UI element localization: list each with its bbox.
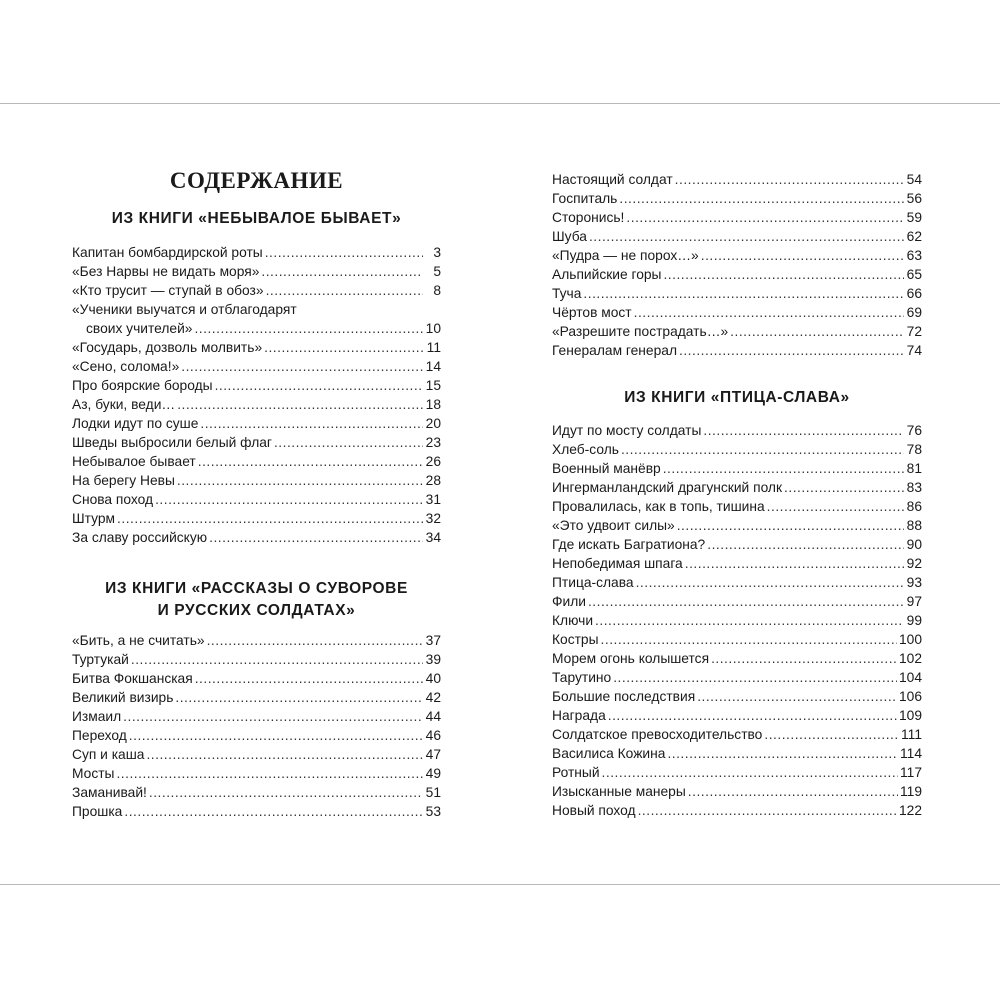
entry-title: Шведы выбросили белый флаг bbox=[72, 435, 272, 450]
entry-page: 104 bbox=[898, 670, 922, 685]
entry-page: 31 bbox=[425, 492, 441, 507]
dot-leader bbox=[663, 459, 904, 478]
dot-leader bbox=[707, 535, 904, 554]
entry-page: 86 bbox=[906, 499, 922, 514]
toc-entry[interactable] bbox=[552, 421, 922, 440]
entry-page: 90 bbox=[906, 537, 922, 552]
dot-leader bbox=[701, 246, 904, 265]
entry-page: 26 bbox=[425, 454, 441, 469]
section-heading-line: ИЗ КНИГИ «РАССКАЗЫ О СУВОРОВЕ bbox=[105, 580, 408, 597]
entry-title: Хлеб-соль bbox=[552, 442, 619, 457]
toc-entry[interactable] bbox=[552, 668, 922, 687]
dot-leader bbox=[767, 497, 904, 516]
entry-page: 15 bbox=[425, 378, 441, 393]
entry-title: «Сено, солома!» bbox=[72, 359, 180, 374]
entry-page: 49 bbox=[425, 766, 441, 781]
entry-page: 65 bbox=[906, 267, 922, 282]
entry-title: Большие последствия bbox=[552, 689, 696, 704]
entry-title: Новый поход bbox=[552, 803, 636, 818]
entry-title: Лодки идут по суше bbox=[72, 416, 199, 431]
entry-title: «Это удвоит силы» bbox=[552, 518, 675, 533]
entry-page: 40 bbox=[425, 671, 441, 686]
toc-entry[interactable] bbox=[552, 189, 922, 208]
toc-entry[interactable] bbox=[552, 478, 922, 497]
toc-entry[interactable] bbox=[72, 281, 441, 300]
page-title: СОДЕРЖАНИЕ bbox=[169, 168, 344, 193]
right-column bbox=[552, 0, 922, 1000]
toc-list-section-3 bbox=[552, 421, 922, 820]
entry-page: 76 bbox=[906, 423, 922, 438]
entry-title: Госпиталь bbox=[552, 191, 618, 206]
toc-entry[interactable] bbox=[72, 707, 441, 726]
entry-title: Где искать Багратиона? bbox=[552, 537, 706, 552]
entry-title: Суп и каша bbox=[72, 747, 145, 762]
entry-page: 78 bbox=[906, 442, 922, 457]
toc-entry[interactable] bbox=[72, 357, 441, 376]
entry-page: 99 bbox=[906, 613, 922, 628]
entry-title: Генералам генерал bbox=[552, 343, 677, 358]
entry-page: 11 bbox=[426, 340, 441, 355]
entry-page: 47 bbox=[425, 747, 441, 762]
dot-leader bbox=[261, 262, 423, 281]
toc-entry[interactable] bbox=[552, 322, 922, 341]
entry-page: 100 bbox=[898, 632, 922, 647]
dot-leader bbox=[200, 414, 423, 433]
entry-title: Награда bbox=[552, 708, 606, 723]
toc-entry[interactable] bbox=[552, 706, 922, 725]
dot-leader bbox=[194, 319, 423, 338]
toc-entry[interactable] bbox=[72, 414, 441, 433]
entry-title: Туча bbox=[552, 286, 582, 301]
dot-leader bbox=[265, 243, 423, 262]
toc-entry[interactable] bbox=[72, 726, 441, 745]
entry-title: Ротный bbox=[552, 765, 600, 780]
dot-leader bbox=[636, 573, 904, 592]
entry-page: 122 bbox=[898, 803, 922, 818]
entry-page: 23 bbox=[425, 435, 441, 450]
dot-leader bbox=[215, 376, 423, 395]
dot-leader bbox=[685, 554, 904, 573]
dot-leader bbox=[595, 611, 904, 630]
entry-title: Морем огонь колышется bbox=[552, 651, 710, 666]
dot-leader bbox=[264, 338, 423, 357]
dot-leader bbox=[116, 764, 423, 783]
entry-page: 5 bbox=[433, 264, 441, 279]
entry-page: 109 bbox=[898, 708, 922, 723]
dot-leader bbox=[613, 668, 897, 687]
dot-leader bbox=[601, 630, 897, 649]
dot-leader bbox=[274, 433, 423, 452]
toc-entry[interactable] bbox=[72, 338, 441, 357]
entry-page: 14 bbox=[425, 359, 441, 374]
toc-entry[interactable] bbox=[552, 265, 922, 284]
entry-title: Штурм bbox=[72, 511, 116, 526]
dot-leader bbox=[266, 281, 423, 300]
entry-title: Заманивай! bbox=[72, 785, 147, 800]
dot-leader bbox=[209, 528, 423, 547]
toc-entry[interactable] bbox=[72, 490, 441, 509]
toc-entry[interactable] bbox=[552, 440, 922, 459]
toc-entry[interactable] bbox=[552, 592, 922, 611]
entry-page: 93 bbox=[906, 575, 922, 590]
dot-leader bbox=[619, 189, 904, 208]
left-column bbox=[72, 0, 441, 1000]
entry-page: 106 bbox=[898, 689, 922, 704]
dot-leader bbox=[123, 707, 423, 726]
entry-title: Измаил bbox=[72, 709, 122, 724]
entry-title: Капитан бомбардирской роты bbox=[72, 245, 263, 260]
dot-leader bbox=[621, 440, 904, 459]
entry-page: 28 bbox=[425, 473, 441, 488]
entry-page: 83 bbox=[906, 480, 922, 495]
toc-entry[interactable] bbox=[552, 649, 922, 668]
dot-leader bbox=[177, 471, 423, 490]
dot-leader bbox=[638, 801, 897, 820]
dot-leader bbox=[663, 265, 904, 284]
entry-page: 117 bbox=[900, 765, 922, 780]
section-heading-3 bbox=[552, 387, 922, 409]
dot-leader bbox=[149, 783, 423, 802]
toc-entry[interactable] bbox=[552, 170, 922, 189]
toc-entry[interactable] bbox=[552, 497, 922, 516]
entry-title: Солдатское превосходительство bbox=[552, 727, 763, 742]
entry-title: Шуба bbox=[552, 229, 587, 244]
dot-leader bbox=[589, 227, 904, 246]
entry-page: 39 bbox=[425, 652, 441, 667]
section-heading-line: И РУССКИХ СОЛДАТАХ» bbox=[157, 602, 356, 619]
entry-title: Идут по мосту солдаты bbox=[552, 423, 702, 438]
toc-entry[interactable] bbox=[72, 669, 441, 688]
toc-entry[interactable] bbox=[552, 303, 922, 322]
toc-entry[interactable] bbox=[72, 528, 441, 547]
dot-leader bbox=[697, 687, 897, 706]
entry-title: Про боярские бороды bbox=[72, 378, 213, 393]
toc-list-section-2-part-a bbox=[72, 631, 441, 821]
dot-leader bbox=[764, 725, 899, 744]
entry-page: 59 bbox=[906, 210, 922, 225]
toc-entry[interactable] bbox=[552, 227, 922, 246]
entry-title: своих учителей» bbox=[86, 321, 193, 336]
toc-entry[interactable] bbox=[72, 650, 441, 669]
entry-page: 8 bbox=[433, 283, 441, 298]
entry-page: 119 bbox=[900, 784, 922, 799]
entry-title: Птица-слава bbox=[552, 575, 634, 590]
toc-entry[interactable] bbox=[552, 782, 922, 801]
toc-entry[interactable] bbox=[552, 459, 922, 478]
toc-entry[interactable] bbox=[72, 433, 441, 452]
entry-page: 18 bbox=[425, 397, 441, 412]
dot-leader bbox=[626, 208, 904, 227]
entry-title: «Бить, а не считать» bbox=[72, 633, 205, 648]
dot-leader bbox=[667, 744, 898, 763]
entry-page: 97 bbox=[906, 594, 922, 609]
toc-entry[interactable] bbox=[552, 744, 922, 763]
dot-leader bbox=[175, 688, 423, 707]
toc-entry[interactable] bbox=[72, 395, 441, 414]
dot-leader bbox=[124, 802, 423, 821]
entry-title: Чёртов мост bbox=[552, 305, 632, 320]
toc-entry[interactable] bbox=[72, 262, 441, 281]
toc-entry[interactable] bbox=[552, 246, 922, 265]
toc-entry[interactable] bbox=[552, 611, 922, 630]
entry-page: 53 bbox=[425, 804, 441, 819]
entry-title: Сторонись! bbox=[552, 210, 625, 225]
dot-leader bbox=[146, 745, 423, 764]
toc-entry[interactable] bbox=[552, 630, 922, 649]
dot-leader bbox=[634, 303, 904, 322]
dot-leader bbox=[602, 763, 898, 782]
toc-entry[interactable] bbox=[552, 725, 922, 744]
entry-title: Провалилась, как в топь, тишина bbox=[552, 499, 765, 514]
toc-entry[interactable] bbox=[72, 764, 441, 783]
toc-entry[interactable] bbox=[72, 631, 441, 650]
entry-page: 63 bbox=[906, 248, 922, 263]
entry-title: Битва Фокшанская bbox=[72, 671, 193, 686]
entry-page: 88 bbox=[906, 518, 922, 533]
entry-page: 46 bbox=[425, 728, 441, 743]
toc-entry[interactable] bbox=[552, 284, 922, 303]
entry-title: Ингерманландский драгунский полк bbox=[552, 480, 783, 495]
entry-title: «Кто трусит — ступай в обоз» bbox=[72, 283, 264, 298]
entry-page: 72 bbox=[906, 324, 922, 339]
entry-title: Великий визирь bbox=[72, 690, 174, 705]
dot-leader bbox=[703, 421, 904, 440]
entry-title: Небывалое бывает bbox=[72, 454, 196, 469]
toc-entry[interactable] bbox=[72, 471, 441, 490]
entry-title: Изысканные манеры bbox=[552, 784, 686, 799]
entry-title: Снова поход bbox=[72, 492, 154, 507]
toc-entry[interactable] bbox=[72, 452, 441, 471]
toc-entry[interactable] bbox=[552, 535, 922, 554]
toc-entry[interactable] bbox=[72, 376, 441, 395]
entry-title: Фили bbox=[552, 594, 586, 609]
entry-page: 81 bbox=[906, 461, 922, 476]
toc-entry[interactable] bbox=[552, 341, 922, 360]
entry-page: 44 bbox=[425, 709, 441, 724]
entry-page: 66 bbox=[906, 286, 922, 301]
dot-leader bbox=[588, 592, 904, 611]
toc-entry[interactable] bbox=[72, 243, 441, 262]
toc-list-section-2-part-b bbox=[552, 170, 922, 360]
entry-title: Туртукай bbox=[72, 652, 129, 667]
toc-entry[interactable] bbox=[72, 802, 441, 821]
entry-title: Ключи bbox=[552, 613, 594, 628]
toc-entry[interactable] bbox=[552, 801, 922, 820]
toc-entry[interactable] bbox=[72, 688, 441, 707]
entry-page: 69 bbox=[906, 305, 922, 320]
dot-leader bbox=[730, 322, 904, 341]
dot-leader bbox=[711, 649, 897, 668]
section-heading-2 bbox=[72, 578, 441, 622]
toc-entry[interactable] bbox=[552, 208, 922, 227]
dot-leader bbox=[679, 341, 904, 360]
toc-entry[interactable] bbox=[552, 573, 922, 592]
entry-page: 34 bbox=[425, 530, 441, 545]
entry-page: 20 bbox=[425, 416, 441, 431]
entry-title-line1: «Ученики выучатся и отблагодарят bbox=[72, 302, 297, 317]
entry-title: Мосты bbox=[72, 766, 115, 781]
toc-entry[interactable] bbox=[72, 745, 441, 764]
entry-title: Военный манёвр bbox=[552, 461, 661, 476]
toc-entry[interactable] bbox=[552, 516, 922, 535]
dot-leader bbox=[155, 490, 423, 509]
entry-page: 54 bbox=[906, 172, 922, 187]
entry-page: 114 bbox=[900, 746, 922, 761]
entry-title: Альпийские горы bbox=[552, 267, 662, 282]
entry-title: Костры bbox=[552, 632, 599, 647]
section-heading-line: ИЗ КНИГИ «НЕБЫВАЛОЕ БЫВАЕТ» bbox=[111, 210, 402, 227]
entry-page: 51 bbox=[425, 785, 441, 800]
dot-leader bbox=[181, 357, 423, 376]
entry-page: 3 bbox=[433, 245, 441, 260]
entry-page: 42 bbox=[425, 690, 441, 705]
entry-page: 62 bbox=[906, 229, 922, 244]
dot-leader bbox=[675, 170, 904, 189]
dot-leader bbox=[677, 516, 904, 535]
entry-title: Переход bbox=[72, 728, 127, 743]
entry-title: «Без Нарвы не видать моря» bbox=[72, 264, 260, 279]
section-heading-1 bbox=[72, 208, 441, 230]
entry-title: На берегу Невы bbox=[72, 473, 175, 488]
entry-title: Непобедимая шпага bbox=[552, 556, 683, 571]
toc-entry[interactable] bbox=[72, 509, 441, 528]
dot-leader bbox=[198, 452, 423, 471]
dot-leader bbox=[608, 706, 897, 725]
entry-page: 102 bbox=[898, 651, 922, 666]
entry-title: Прошка bbox=[72, 804, 123, 819]
entry-title: «Пудра — не порох…» bbox=[552, 248, 699, 263]
toc-entry[interactable] bbox=[552, 763, 922, 782]
entry-title: Тарутино bbox=[552, 670, 612, 685]
toc-entry[interactable] bbox=[552, 687, 922, 706]
dot-leader bbox=[177, 395, 423, 414]
dot-leader bbox=[129, 726, 423, 745]
dot-leader bbox=[117, 509, 423, 528]
toc-list-section-1 bbox=[72, 243, 441, 547]
dot-leader bbox=[207, 631, 423, 650]
entry-title: Настоящий солдат bbox=[552, 172, 673, 187]
entry-title: Аз, буки, веди… bbox=[72, 397, 176, 412]
dot-leader bbox=[784, 478, 904, 497]
entry-page: 37 bbox=[425, 633, 441, 648]
entry-page: 74 bbox=[906, 343, 922, 358]
toc-entry[interactable] bbox=[72, 300, 441, 338]
entry-title: Василиса Кожина bbox=[552, 746, 666, 761]
dot-leader bbox=[688, 782, 898, 801]
entry-page: 92 bbox=[906, 556, 922, 571]
entry-page: 111 bbox=[901, 727, 922, 742]
dot-leader bbox=[131, 650, 423, 669]
toc-entry[interactable] bbox=[72, 783, 441, 802]
entry-title: За славу российскую bbox=[72, 530, 208, 545]
entry-page: 56 bbox=[906, 191, 922, 206]
entry-page: 10 bbox=[425, 321, 441, 336]
entry-title: «Разрешите пострадать…» bbox=[552, 324, 729, 339]
dot-leader bbox=[195, 669, 423, 688]
entry-page: 32 bbox=[425, 511, 441, 526]
entry-title: «Государь, дозволь молвить» bbox=[72, 340, 263, 355]
section-heading-line: ИЗ КНИГИ «ПТИЦА-СЛАВА» bbox=[624, 389, 850, 406]
dot-leader bbox=[583, 284, 904, 303]
toc-entry[interactable] bbox=[552, 554, 922, 573]
